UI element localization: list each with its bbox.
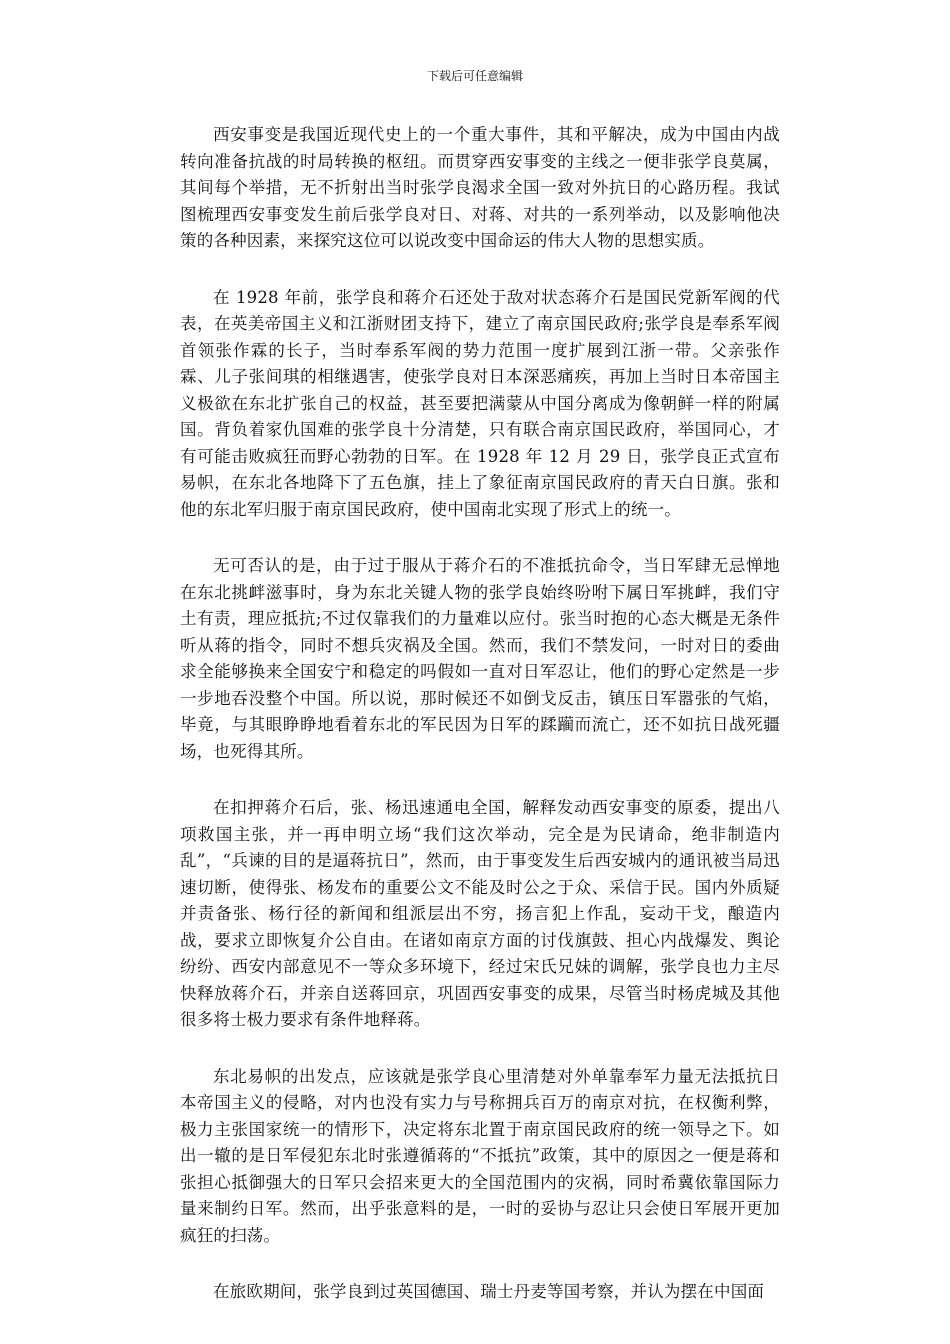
document-body [180,122,780,1336]
paragraph-3: 无可否认的是，由于过于服从于蒋介石的不准抵抗命令，当日军肆无忌惮地在东北挑衅滋事时，身为东北关键人物的张学良始终吩咐下属日军挑衅，我们守土有责，理应抵抗;不过仅靠我们的力量难以应付。张当时抱的心态大概是无条件听从蒋的指令，同时不想兵灾祸及全国。然而，我们不禁发问，一时对日的委曲求全能够换来全国安宁和稳定的吗假如一直对日军忍让，他们的野心定然是一步一步地吞没整个中国。所以说，那时候还不如倒戈反击，镇压日军嚣张的气焰，毕竟，与其眼睁睁地看着东北的军民因为日军的蹂躏而流亡，还不如抗日战死疆场，也死得其所。 [180,556,780,761]
paragraph-1: 西安事变是我国近现代史上的一个重大事件，其和平解决，成为中国由内战转向准备抗战的时局转换的枢纽。而贯穿西安事变的主线之一便非张学良莫属，其间每个举措，无不折射出当时张学良渴求全国一致对外抗日的心路历程。我试图梳理西安事变发生前后张学良对日、对蒋、对共的一系列举动，以及影响他决策的各种因素，来探究这位可以说改变中国命运的伟大人物的思想实质。 [180,125,780,250]
paragraph-6: 在旅欧期间，张学良到过英国德国、瑞士丹麦等国考察，并认为摆在中国面 [213,1282,765,1301]
page-header: 下载后可任意编辑 [426,69,523,83]
paragraph-2: 在 1928 年前，张学良和蒋介石还处于敌对状态蒋介石是国民党新军阀的代表，在英美帝国主义和江浙财团支持下，建立了南京国民政府;张学良是奉系军阀首领张作霖的长子，当时奉系军阀的势力范围一度扩展到江浙一带。父亲张作霖、儿子张间琪的相继遇害，使张学良对日本深恶痛疾，再加上当时日本帝国主义极欲在东北扩张自己的权益，甚至要把满蒙从中国分离成为像朝鲜一样的附属国。背负着家仇国难的张学良十分清楚，只有联合南京国民政府，举国同心，才有可能击败疯狂而野心勃勃的日军。在 1928 年 12 月 29 日，张学良正式宣布易帜，在东北各地降下了五色旗，挂上了象征南京国民政府的青天白日旗。张和他的东北军归服于南京国民政府，使中国南北实现了形式上的统一。 [180,287,780,519]
paragraph-5: 东北易帜的出发点，应该就是张学良心里清楚对外单靠奉军力量无法抵抗日本帝国主义的侵略，对内也没有实力与号称拥兵百万的南京对抗，在权衡利弊，极力主张国家统一的情形下，决定将东北置于南京国民政府的统一领导之下。如出一辙的是日军侵犯东北时张遵循蒋的“不抵抗”政策，其中的原因之一便是蒋和张担心抵御强大的日军只会招来更大的全国范围内的灾祸，同时希冀依靠国际力量来制约日军。然而，出乎张意料的是，一时的妥协与忍让只会使日军展开更加疯狂的扫荡。 [180,1066,780,1245]
paragraph-4: 在扣押蒋介石后，张、杨迅速通电全国，解释发动西安事变的原委，提出八项救国主张，并一再申明立场“我们这次举动，完全是为民请命，绝非制造内乱”，“兵谏的目的是逼蒋抗日”，然而，由于事变发生后西安城内的通讯被当局迅速切断，使得张、杨发布的重要公文不能及时公之于众、采信于民。国内外质疑并责备张、杨行径的新闻和组派层出不穷，扬言犯上作乱，妄动干戈，酿造内战，要求立即恢复介公自由。在诸如南京方面的讨伐旗鼓、担心内战爆发、舆论纷纷、西安内部意见不一等众多环境下，经过宋氏兄妹的调解，张学良也力主尽快释放蒋介石，并亲自送蒋回京，巩固西安事变的成果，尽管当时杨虎城及其他很多将士极力要求有条件地释蒋。 [180,798,780,1029]
